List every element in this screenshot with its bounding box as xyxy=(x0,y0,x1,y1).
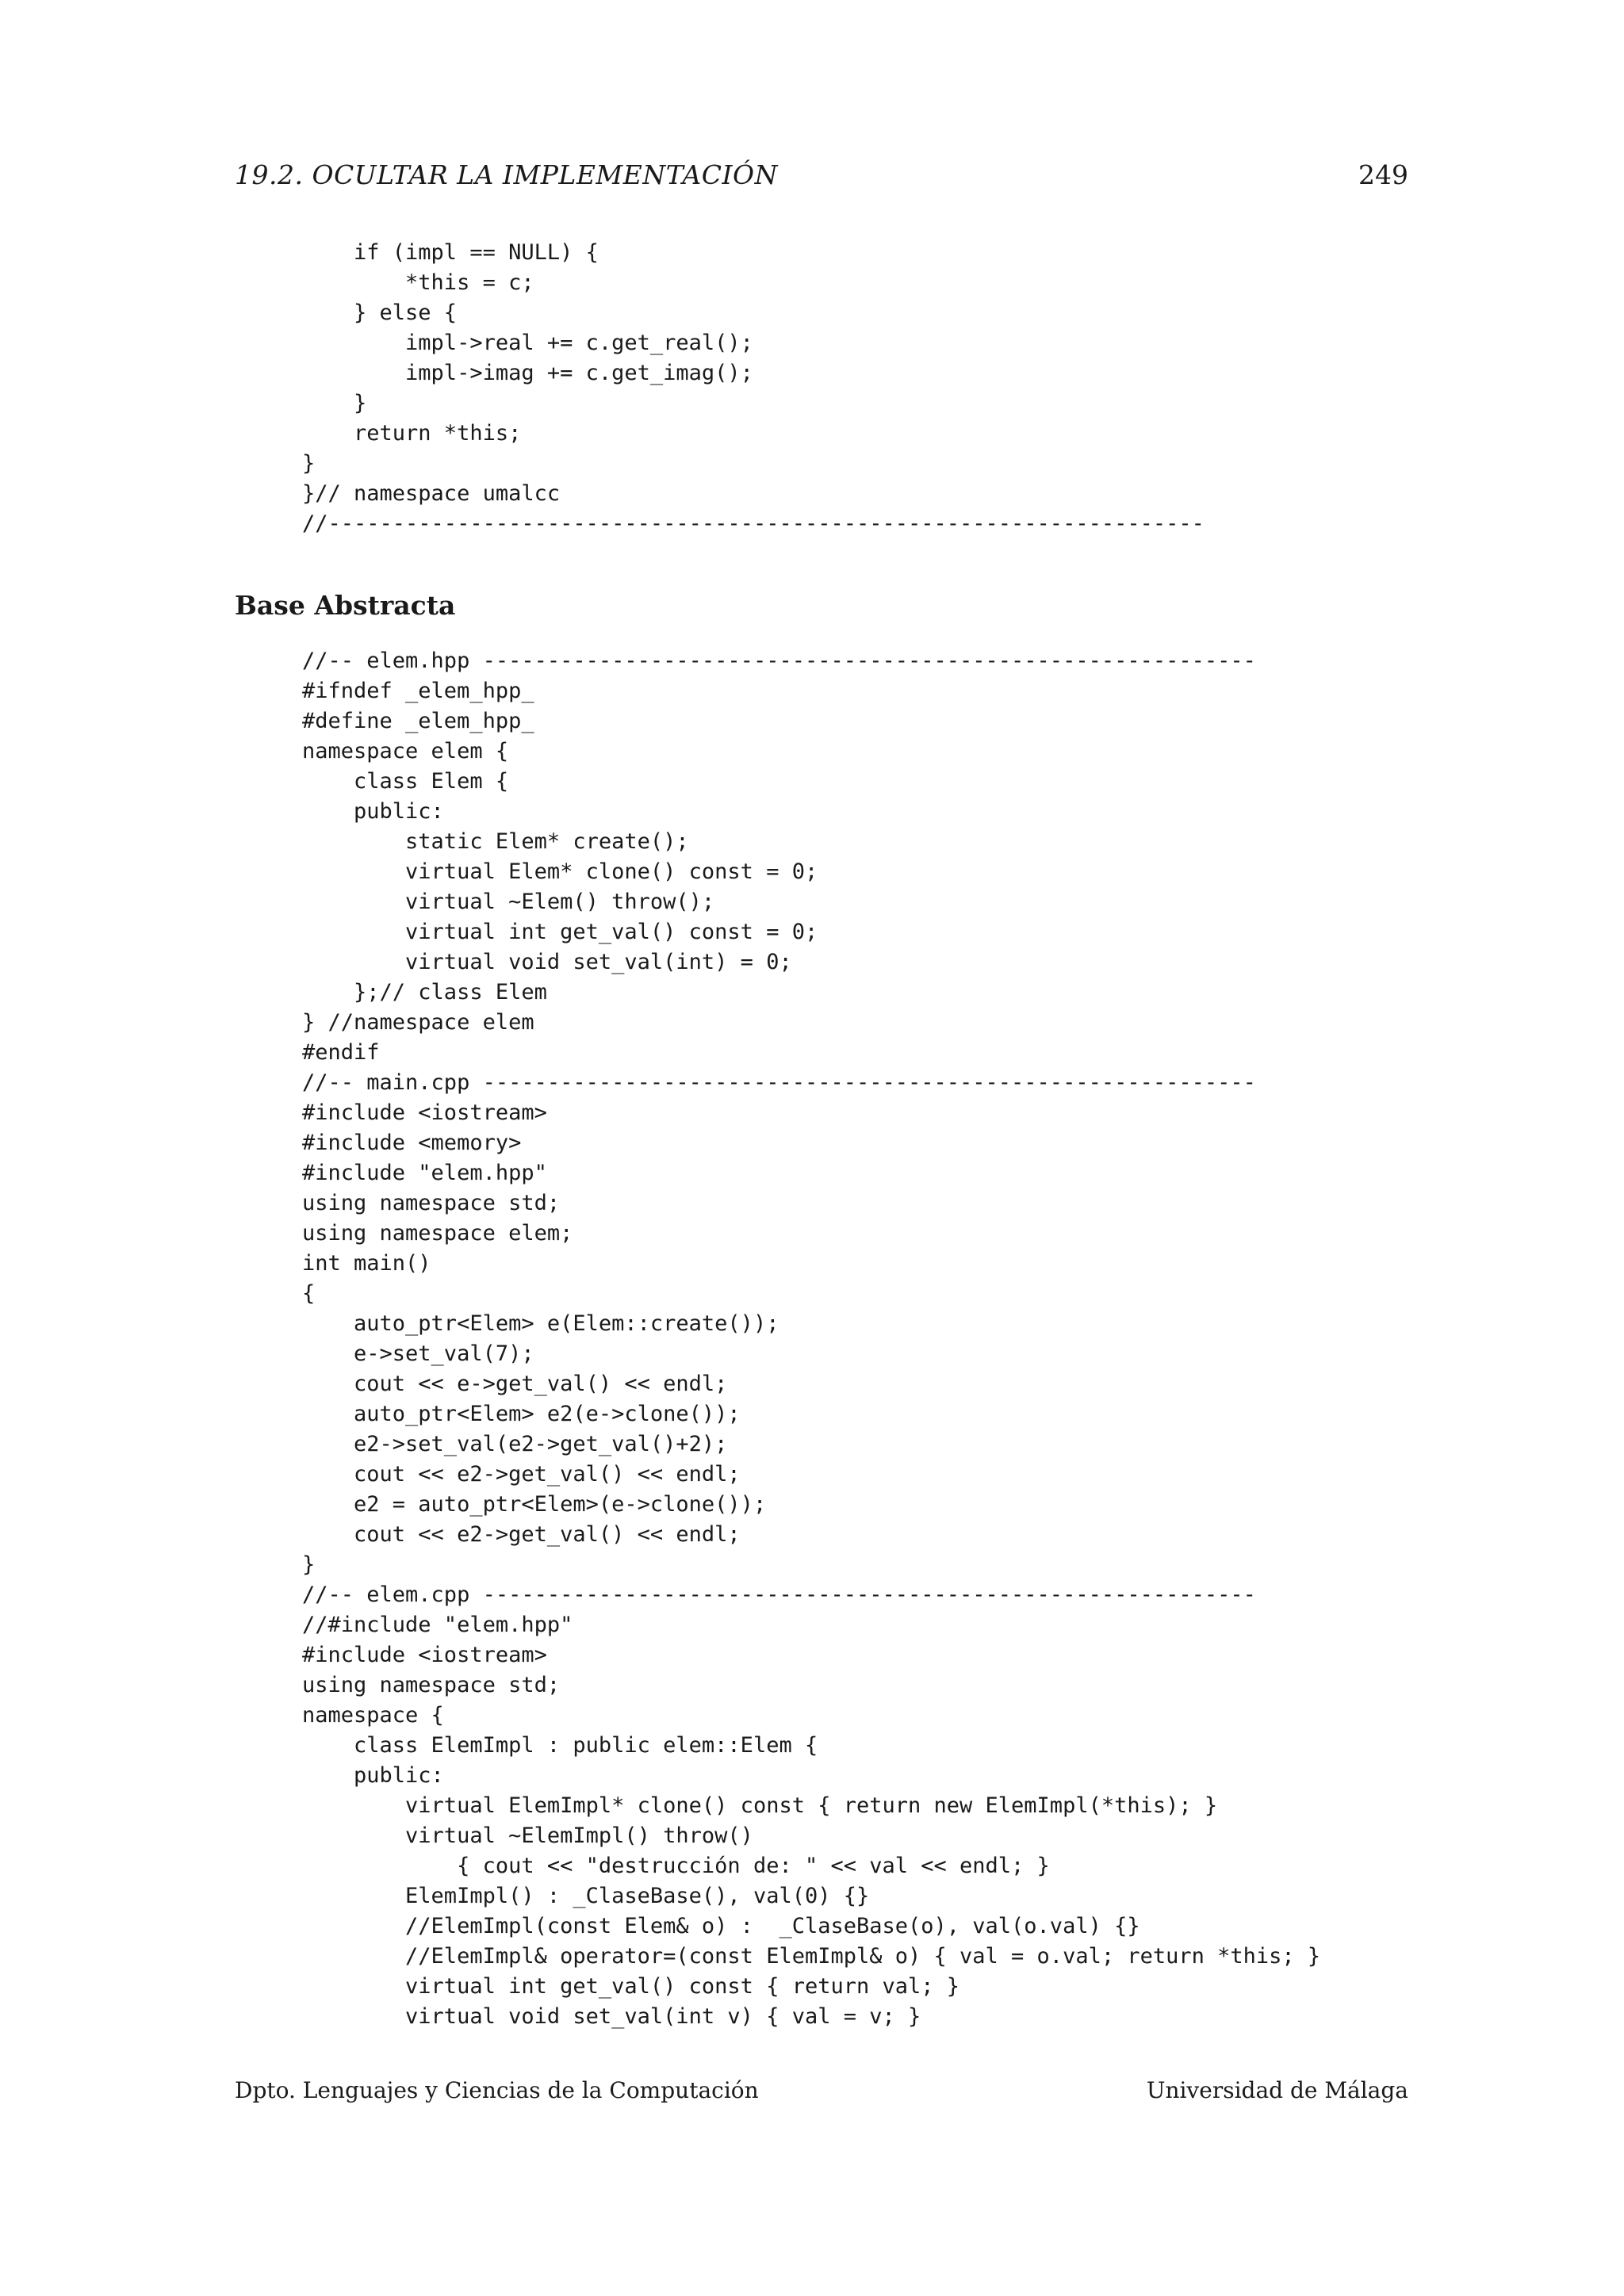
section-title: 19.2. OCULTAR LA IMPLEMENTACIÓN xyxy=(235,159,778,190)
running-header xyxy=(235,155,1408,195)
code-listing-base-abstracta: //-- elem.hpp ------------------------------------------------------------ #ifndef _elem_hpp_ #define _elem_hpp_ namespace elem { class Elem { public: static Elem* create(); virtual Elem* clone() const = 0; virtual ~Elem() throw(); virtual int get_val() const = 0; virtual void set_val(int) = 0; };// class Elem } //namespace elem #endif //-- main.cpp ------------------------------------------------------------ #include <iostream> #include <memory> #include "elem.hpp" using namespace std; using namespace elem; int main() { auto_ptr<Elem> e(Elem::create()); e->set_val(7); cout << e->get_val() << endl; auto_ptr<Elem> e2(e->clone()); e2->set_val(e2->get_val()+2); cout << e2->get_val() << endl; e2 = auto_ptr<Elem>(e->clone()); cout << e2->get_val() << endl; } //-- elem.cpp ------------------------------------------------------------ //#include "elem.hpp" #include <iostream> using namespace std; namespace { class ElemImpl : public elem::Elem { public: virtual ElemImpl* clone() const { return new ElemImpl(*this); } virtual ~ElemImpl() throw() { cout << "destrucción de: " << val << endl; } ElemImpl() : _ClaseBase(), val(0) {} //ElemImpl(const Elem& o) : _ClaseBase(o), val(o.val) {} //ElemImpl& operator=(const ElemImpl& o) { val = o.val; return *this; } virtual int get_val() const { return val; } virtual void set_val(int v) { val = v; } xyxy=(302,649,1321,2029)
footer-university: Universidad de Málaga xyxy=(1146,2077,1408,2103)
page-footer xyxy=(235,2073,1408,2108)
page-number: 249 xyxy=(1358,159,1408,190)
section-heading: Base Abstracta xyxy=(235,590,456,621)
footer-department: Dpto. Lenguajes y Ciencias de la Computación xyxy=(235,2077,759,2103)
code-listing-complex-operator: if (impl == NULL) { *this = c; } else { impl->real += c.get_real(); impl->imag += c.get_imag(); } return *this; } }// namespace umalcc //-------------------------------------------------------------------- xyxy=(302,240,1205,536)
